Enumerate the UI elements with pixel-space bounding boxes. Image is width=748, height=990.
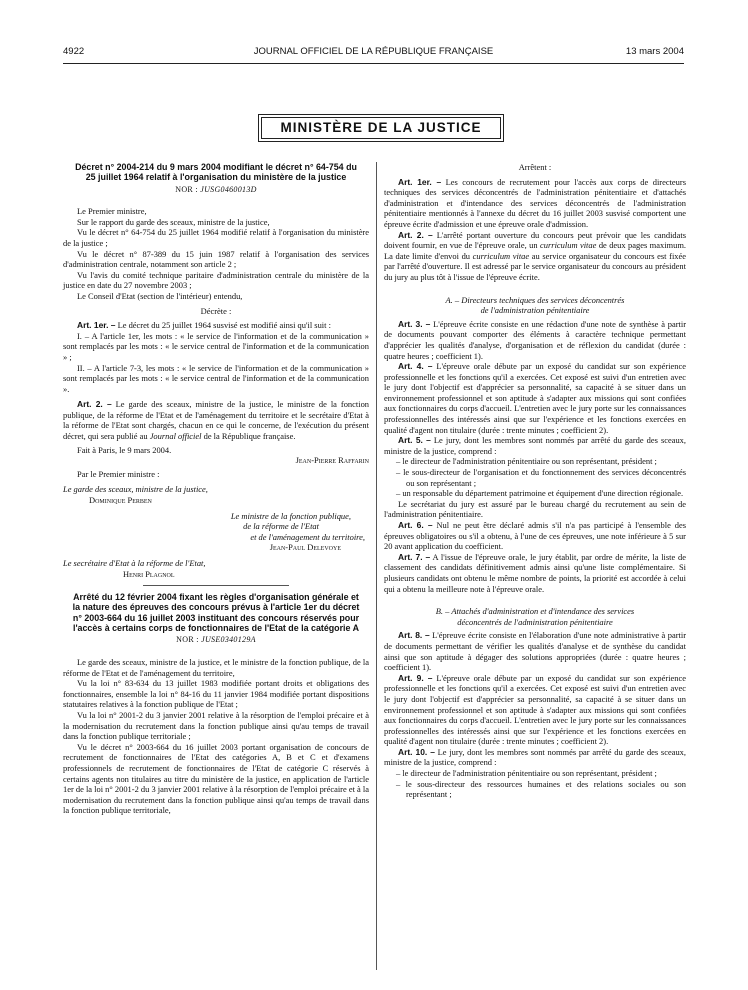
section-b-heading-2: déconcentrés de l'administration pénitentiaire xyxy=(457,616,613,627)
arrete-article-8: Art. 8. – L'épreuve écrite consiste en l'élaboration d'une note administrative à partir de documents permettant de vérifier les qualités d'analyse et de synthèse du candidat ainsi que son aptitude à dégager des solutions appropriées (durée : quatre heures ; coefficient 1). xyxy=(384,630,687,673)
section-a-heading-2: de l'administration pénitentiaire xyxy=(480,305,590,316)
arrete-article-2: Art. 2. – L'arrêté portant ouverture du concours peut prévoir que les candidats doivent fournir, en vue de l'épreuve orale, un curriculum vitae de deux pages maximum. La date limite d'envoi du curriculum vitae au service organisateur du concours est fixée par l'arrêté d'ouverture. Il est adressé par le service organisateur du concours au président du jury au plus tôt à l'issue de l'épreuve écrite. xyxy=(384,229,687,282)
se-name: Henri Plagnol xyxy=(123,568,175,579)
right-column xyxy=(384,162,686,800)
arrete-article-5-secretariat: Le secrétariat du jury est assuré par le bureau chargé du recrutement au sein de l'administration pénitentiaire. xyxy=(384,498,686,520)
arrete-intro-line: Vu le décret n° 2003-664 du 16 juillet 2003 portant organisation de concours de recrutement de fonctionnaires de l'Etat des catégories A, B et C et d'examens professionnels de recrutement de fonctionnaires de l'Etat de catégorie C réservés à certains agents non titulaires au titre du ministère de la justice, en application de l'article 1er de la loi n° 2001-2 du 3 janvier 2001 relative à la résorption de l'emploi précaire et à la modernisation du recrutement dans la fonction publique ainsi qu'au temps de travail dans la fonction publique territoriale, xyxy=(63,741,369,816)
decree-fait: Fait à Paris, le 9 mars 2004. xyxy=(77,444,172,455)
decree-article-1-i: I. – A l'article 1er, les mots : « le service de l'information et de la communication » sont remplacés par les mots : « le service central de l'information et de la communication » ; xyxy=(63,330,369,362)
header-rule xyxy=(63,63,684,64)
arrete-article-9: Art. 9. – L'épreuve orale débute par un exposé du candidat sur son expérience professionnelle et les fonctions qu'il a exercées. Cet exposé est suivi d'un entretien avec le jury dont l'objectif est d'apprécier sa personnalité, sa capacité à se situer dans un environnement professionnel et son aptitude à s'adapter aux missions qui sont confiées aux fonctionnaires du corps d'accueil. L'entretien avec le jury porte sur les connaissances professionnelles des intéressés ainsi que sur l'expérience et les fonctions exercées en qualité d'agent non titulaire (durée : trente minutes ; coefficient 2). xyxy=(384,672,686,747)
arretent-label: Arrêtent : xyxy=(518,162,552,172)
garde-title: Le garde des sceaux, ministre de la justice, xyxy=(63,484,208,495)
page-number: 4922 xyxy=(63,46,85,57)
arrete-article-4: Art. 4. – L'épreuve orale débute par un exposé du candidat sur son expérience professionnelle et les fonctions qu'il a exercées. Cet exposé est suivi d'un entretien avec le jury dont l'objectif est d'apprécier sa personnalité, sa capacité à se situer dans un environnement professionnel et son aptitude à s'adapter aux missions qui sont confiées aux fonctionnaires du corps d'accueil. L'entretien avec le jury porte sur les connaissances professionnelles des intéressés ainsi que sur l'expérience et les fonctions exercées en qualité d'agent non titulaire (durée : trente minutes ; coefficient 2). xyxy=(384,361,686,435)
fp-title-1: Le ministre de la fonction publique, xyxy=(230,510,351,521)
ministry-title: MINISTÈRE DE LA JUSTICE xyxy=(258,114,504,142)
decree-title: Décret n° 2004-214 du 9 mars 2004 modifiant le décret n° 64-754 du 25 juillet 1964 relatif à l'organisation du ministère de la justice xyxy=(75,162,357,183)
decrete-label: Décrète : xyxy=(200,305,232,316)
page-header xyxy=(63,46,684,60)
arrete-intro-line: Le garde des sceaux, ministre de la justice, et le ministre de la fonction publique, de la réforme de l'Etat et de l'aménagement du territoire, xyxy=(63,656,369,678)
decree-intro-line: Vu le décret n° 87-389 du 15 juin 1987 relatif à l'organisation des services d'administration centrale, notamment son article 2 ; xyxy=(63,248,369,270)
decree-intro-line: Le Premier ministre, xyxy=(77,206,147,217)
arrete-article-10: Art. 10. – Le jury, dont les membres sont nommés par arrêté du garde des sceaux, ministre de la justice, comprend : xyxy=(384,746,686,768)
decree-intro-line: Vu l'avis du comité technique paritaire d'administration centrale du ministère de la justice en date du 27 novembre 2003 ; xyxy=(63,269,369,291)
section-b-heading: B. – Attachés d'administration et d'intendance des services xyxy=(435,606,635,617)
arrete-intro-line: Vu la loi n° 83-634 du 13 juillet 1983 modifiée portant droits et obligations des fonctionnaires, ensemble la loi n° 84-16 du 11 janvier 1984 modifiée portant dispositions statutaires relatives à la fonction publique de l'Etat ; xyxy=(63,678,369,710)
fp-name: Jean-Paul Delevoye xyxy=(269,542,341,553)
decree-article-1: Art. 1er. – Le décret du 25 juillet 1964 susvisé est modifié ainsi qu'il suit : xyxy=(77,320,331,331)
decree-intro-line: Le Conseil d'Etat (section de l'intérieur) entendu, xyxy=(77,290,243,301)
jury-list-a xyxy=(384,456,686,498)
list-item: – un responsable du département patrimoine et équipement d'une direction régionale. xyxy=(396,488,684,499)
jury-list-b xyxy=(384,768,686,800)
decree-nor: NOR : JUSG0460013D xyxy=(175,184,257,194)
arrete-article-3: Art. 3. – L'épreuve écrite consiste en une rédaction d'une note de synthèse à partir de documents pouvant comporter des éléments à caractère technique permettant d'apprécier les qualités d'analyse, d'organisation et de réflexion du candidat (durée : quatre heures ; coefficient 1). xyxy=(384,318,687,361)
decree-article-1-ii: II. – A l'article 7-3, les mots : « le service de l'information et de la communication » sont remplacés par les mots : « le service central de l'information et de la communication ». xyxy=(63,362,369,394)
list-item: – le directeur de l'administration pénitentiaire ou son représentant, président ; xyxy=(396,456,657,467)
issue-date: 13 mars 2004 xyxy=(625,46,684,57)
decree-article-2: Art. 2. – Le garde des sceaux, ministre de la justice, le ministre de la fonction publique, de la réforme de l'Etat et de l'aménagement du territoire et le secrétaire d'Etat à la réforme de l'Etat sont chargés, chacun en ce qui le concerne, de l'exécution du présent décret, qui sera publié au Journal officiel de la République française. xyxy=(63,399,370,442)
fp-title-2: de la réforme de l'Etat xyxy=(243,521,319,532)
arrete-article-5: Art. 5. – Le jury, dont les membres sont nommés par arrêté du garde des sceaux, ministre de la justice, comprend : xyxy=(384,435,687,456)
column-divider xyxy=(376,162,377,970)
list-item: – le sous-directeur des ressources humaines et des relations sociales ou son représentant ; xyxy=(396,778,686,800)
arrete-intro-line: Vu la loi n° 2001-2 du 3 janvier 2001 relative à la résorption de l'emploi précaire et à la modernisation du recrutement dans la fonction publique ainsi qu'au temps de travail dans la fonction publique territoriale ; xyxy=(63,709,369,742)
journal-title: JOURNAL OFFICIEL DE LA RÉPUBLIQUE FRANÇAISE xyxy=(253,46,494,57)
decree-intro-line: Vu le décret n° 64-754 du 25 juillet 1964 modifié relatif à l'organisation du ministère de la justice ; xyxy=(63,227,369,248)
section-a-heading: A. – Directeurs techniques des services déconcentrés xyxy=(445,294,625,305)
arrete-article-1: Art. 1er. – Les concours de recrutement pour l'accès aux corps de directeurs techniques des services déconcentrés de l'administration pénitentiaire et d'attachés d'administration et d'intendance des services déconcentrés de l'administration pénitentiaire mentionnés à l'annexe du décret du 16 juillet 2003 susvisé comportent une épreuve écrite d'admission et une épreuve orale d'admission. xyxy=(384,176,686,229)
section-separator xyxy=(143,585,289,586)
fp-title-3: et de l'aménagement du territoire, xyxy=(250,531,365,542)
arrete-nor: NOR : JUSE0340129A xyxy=(176,635,256,645)
par-premier-ministre: Par le Premier ministre : xyxy=(77,468,160,479)
list-item: – le directeur de l'administration pénitentiaire ou son représentant, président ; xyxy=(396,768,657,779)
garde-name: Dominique Perben xyxy=(89,495,152,506)
decree-intro-line: Sur le rapport du garde des sceaux, ministre de la justice, xyxy=(77,216,270,227)
arrete-article-7: Art. 7. – A l'issue de l'épreuve orale, le jury établit, par ordre de mérite, la liste de classement des candidats définitivement admis ainsi qu'une liste complémentaire. Si plusieurs candidats ont obtenu le même nombre de points, la priorité est accordée à celui qui a obtenu la meilleure note à l'épreuve orale. xyxy=(384,551,686,594)
list-item: – le sous-directeur de l'organisation et du fonctionnement des services déconcentrés ou son représentant ; xyxy=(396,467,686,488)
signature-pm: Jean-Pierre Raffarin xyxy=(295,455,369,466)
left-column xyxy=(63,162,369,816)
arrete-article-6: Art. 6. – Nul ne peut être déclaré admis s'il n'a pas participé à l'ensemble des épreuves obligatoires ou s'il a obtenu, à l'une de ces épreuves, une note inférieure à 5 sur 20 avant application du coefficient. xyxy=(384,520,686,552)
arrete-title: Arrêté du 12 février 2004 fixant les règles d'organisation générale et la nature des épreuves des concours prévus à l'article 1er du décret n° 2003-664 du 16 juillet 2003 instituant des concours réservés pour l'accès à certains corps de fonctionnaires de l'Etat de la catégorie A xyxy=(72,592,360,634)
se-title: Le secrétaire d'Etat à la réforme de l'Etat, xyxy=(63,558,206,568)
